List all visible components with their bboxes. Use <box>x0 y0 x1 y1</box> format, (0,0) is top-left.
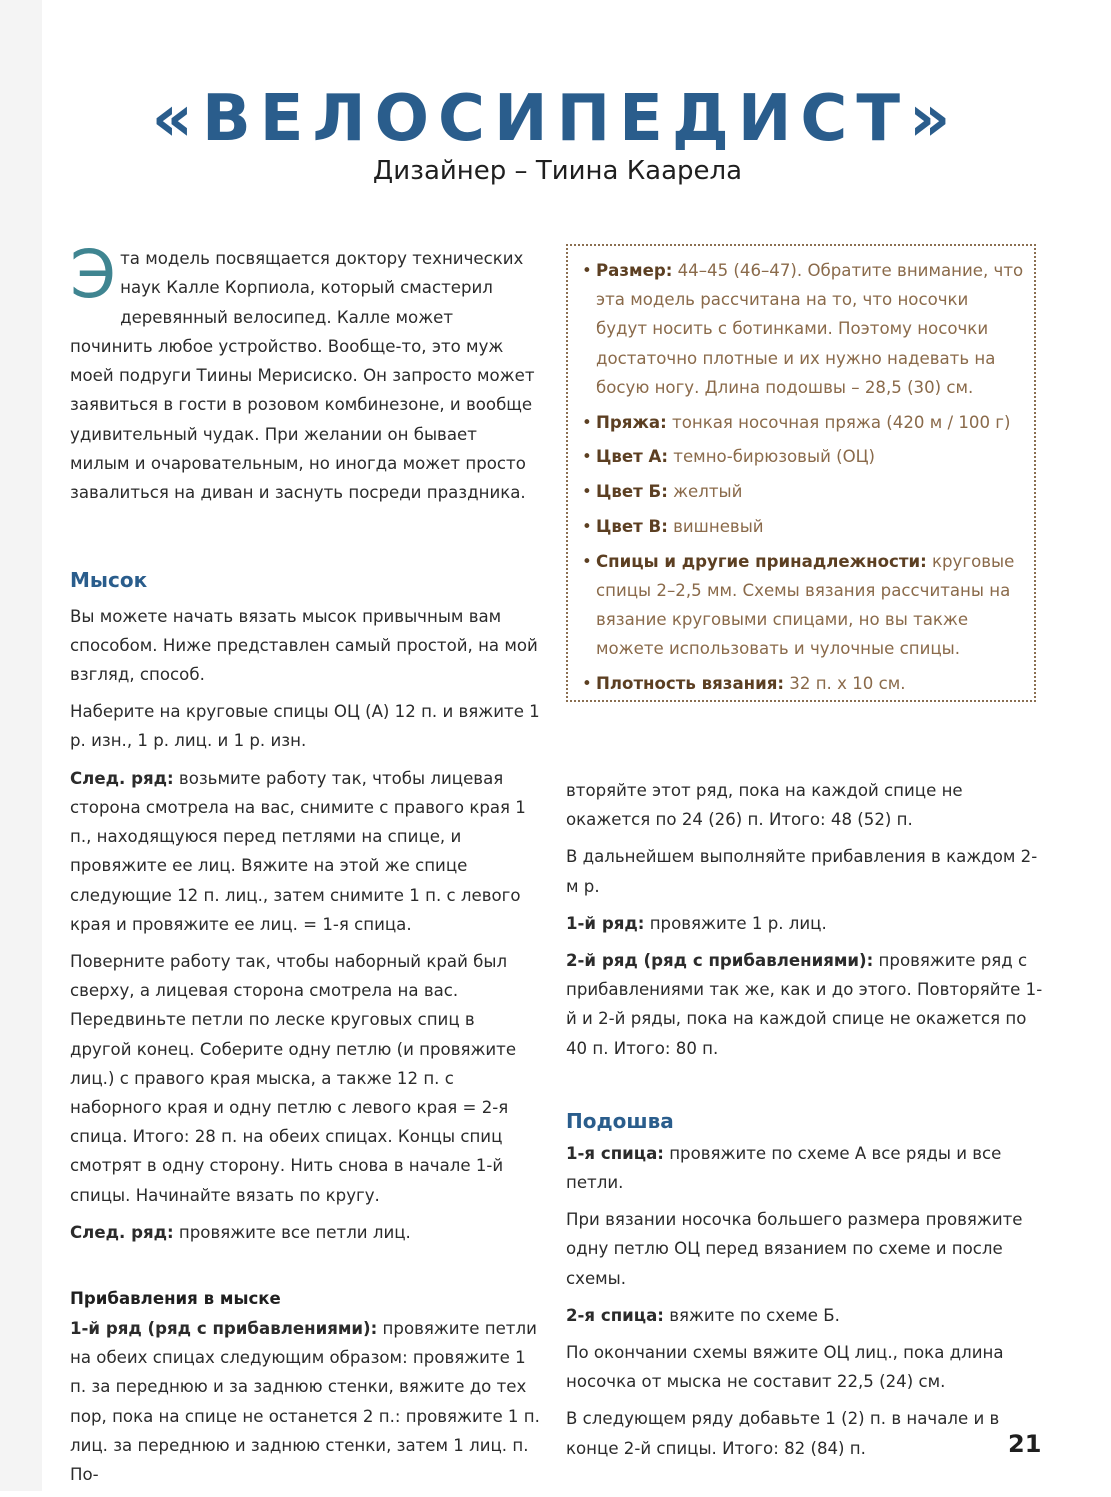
increases-paragraph-4-text: провяжите ряд с прибавлениями так же, как и до этого. Повторяйте 1-й и 2-й ряды, пока на каждой спице не окажется по 40 п. Итого: 80 п. <box>566 951 1043 1058</box>
drop-cap: Э <box>70 236 117 313</box>
increases-paragraph-3 <box>566 909 1046 938</box>
materials-list-item <box>580 256 1024 402</box>
sole-paragraph-3-text: вяжите по схеме Б. <box>663 1305 840 1325</box>
materials-item-value: 32 п. х 10 см. <box>784 674 906 694</box>
materials-item-label: Цвет Б: <box>596 482 668 502</box>
toe-paragraph-2: Наберите на круговые спицы ОЦ (А) 12 п. и вяжите 1 р. изн., 1 р. лиц. и 1 р. изн. <box>70 702 540 751</box>
materials-list-item <box>580 547 1024 664</box>
materials-item-value: круговые спицы 2–2,5 мм. Схемы вязания рассчитаны на вязание круговыми спицами, но вы также можете использовать и чулочные спицы. <box>596 551 1015 659</box>
row-label: 1-й ряд (ряд с прибавлениями): <box>70 1318 378 1338</box>
materials-item-label: Плотность вязания: <box>596 674 785 694</box>
materials-item-label: Пряжа: <box>596 412 667 432</box>
toe-paragraph-5 <box>70 1218 540 1247</box>
materials-item-value: вишневый <box>667 517 764 536</box>
page-gutter <box>0 0 42 1491</box>
sole-paragraph-2: При вязании носочка большего размера провяжите одну петлю ОЦ перед вязанием по схеме и после схемы. <box>566 1210 1023 1288</box>
materials-infobox <box>566 244 1036 702</box>
materials-item-value: темно-бирюзовый (ОЦ) <box>668 447 876 467</box>
toe-paragraph-4: Поверните работу так, чтобы наборный край был сверху, а лицевая сторона смотрела на вас. Передвиньте петли по леске круговых спиц в другой конец. Соберите одну петлю (и провяжите лиц.) с правого края мыска, а также 12 п. с наборного края и одну петлю с левого края = 2-я спица. Итого: 28 п. на обеих спицах. Концы спиц смотрят в одну сторону. Нить снова в начале 1-й спицы. Начинайте вязать по кругу. <box>70 951 517 1205</box>
materials-item-value: 44–45 (46–47). Обратите внимание, что эта модель рассчитана на то, что носочки будут носить с ботинками. Поэтому носочки достаточно плотные и их нужно надевать на босую ногу. Длина подошвы – 28,5 (30) см. <box>596 261 1024 397</box>
increases-paragraph-1-text: провяжите петли на обеих спицах следующим образом: провяжите 1 п. за переднюю и за заднюю стенки, вяжите до тех пор, пока на спице не останется 2 п.: провяжите 1 п. лиц. за переднюю и заднюю стенки, затем 1 лиц. п. По- <box>70 1318 540 1484</box>
materials-list-item <box>580 477 1024 506</box>
materials-list-item <box>580 512 1024 541</box>
increases-paragraph-1 <box>70 1314 540 1489</box>
subsection-heading-increases: Прибавления в мыске <box>70 1288 281 1308</box>
row-label: 2-й ряд (ряд с прибавлениями): <box>566 951 874 971</box>
increases-continuation: вторяйте этот ряд, пока на каждой спице не окажется по 24 (26) п. Итого: 48 (52) п. <box>566 781 963 830</box>
toe-paragraph-5-text: провяжите все петли лиц. <box>173 1222 411 1242</box>
intro-text: та модель посвящается доктору технических наук Калле Корпиола, который смастерил деревянный велосипед. Калле может починить любое устройство. Вообще-то, это муж моей подруги Тиины Мерисиско. Он запросто может заявиться в гости в розовом комбинезоне, и вообще удивительный чудак. При желании он бывает милым и очаровательным, но иногда может просто завалиться на диван и заснуть посреди праздника. <box>70 249 535 503</box>
toe-paragraph-3 <box>70 764 540 939</box>
row-label: 1-й ряд: <box>566 913 645 933</box>
row-label: След. ряд: <box>70 1222 174 1242</box>
toe-paragraph-1: Вы можете начать вязать мысок привычным вам способом. Ниже представлен самый простой, на мой взгляд, способ. <box>70 606 538 685</box>
materials-item-label: Размер: <box>596 261 673 280</box>
toe-paragraph-3-text: возьмите работу так, чтобы лицевая сторона смотрела на вас, снимите с правого края 1 п., находящуюся перед петлями на спице, и провяжите ее лиц. Вяжите на этой же спице следующие 12 п. лиц., затем снимите 1 п. с левого края и провяжите ее лиц. = 1-я спица. <box>70 768 526 934</box>
right-column <box>566 776 1046 1471</box>
section-heading-sole: Подошва <box>566 1108 674 1133</box>
materials-item-label: Спицы и другие принадлежности: <box>596 551 927 571</box>
intro-paragraph <box>70 236 540 508</box>
row-label: 2-я спица: <box>566 1305 664 1325</box>
increases-paragraph-3-text: провяжите 1 р. лиц. <box>644 913 827 933</box>
materials-item-label: Цвет В: <box>596 517 668 536</box>
page-number: 21 <box>1008 1430 1042 1458</box>
increases-paragraph-2: В дальнейшем выполняйте прибавления в каждом 2-м р. <box>566 847 1038 896</box>
sole-paragraph-1-text: провяжите по схеме А все ряды и все петли. <box>566 1143 1002 1193</box>
page-title: «ВЕЛОСИПЕДИСТ» <box>151 82 960 156</box>
materials-item-value: желтый <box>667 482 743 502</box>
left-column <box>70 236 540 1497</box>
materials-list <box>580 256 1024 698</box>
increases-paragraph-4 <box>566 946 1046 1063</box>
sole-paragraph-5: В следующем ряду добавьте 1 (2) п. в начале и в конце 2-й спицы. Итого: 82 (84) п. <box>566 1409 1000 1458</box>
sole-paragraph-4: По окончании схемы вяжите ОЦ лиц., пока длина носочка от мыска не составит 22,5 (24) см. <box>566 1343 1004 1392</box>
designer-credit: Дизайнер – Тиина Каарела <box>372 156 743 186</box>
section-heading-toe: Мысок <box>70 567 148 592</box>
sole-paragraph-3 <box>566 1301 1046 1330</box>
materials-list-item <box>580 442 1024 471</box>
materials-list-item <box>580 408 1024 437</box>
materials-item-label: Цвет А: <box>596 447 669 467</box>
sole-paragraph-1 <box>566 1139 1046 1197</box>
row-label: 1-я спица: <box>566 1143 664 1163</box>
materials-item-value: тонкая носочная пряжа (420 м / 100 г) <box>666 412 1011 432</box>
row-label: След. ряд: <box>70 768 174 788</box>
materials-list-item <box>580 669 1024 698</box>
